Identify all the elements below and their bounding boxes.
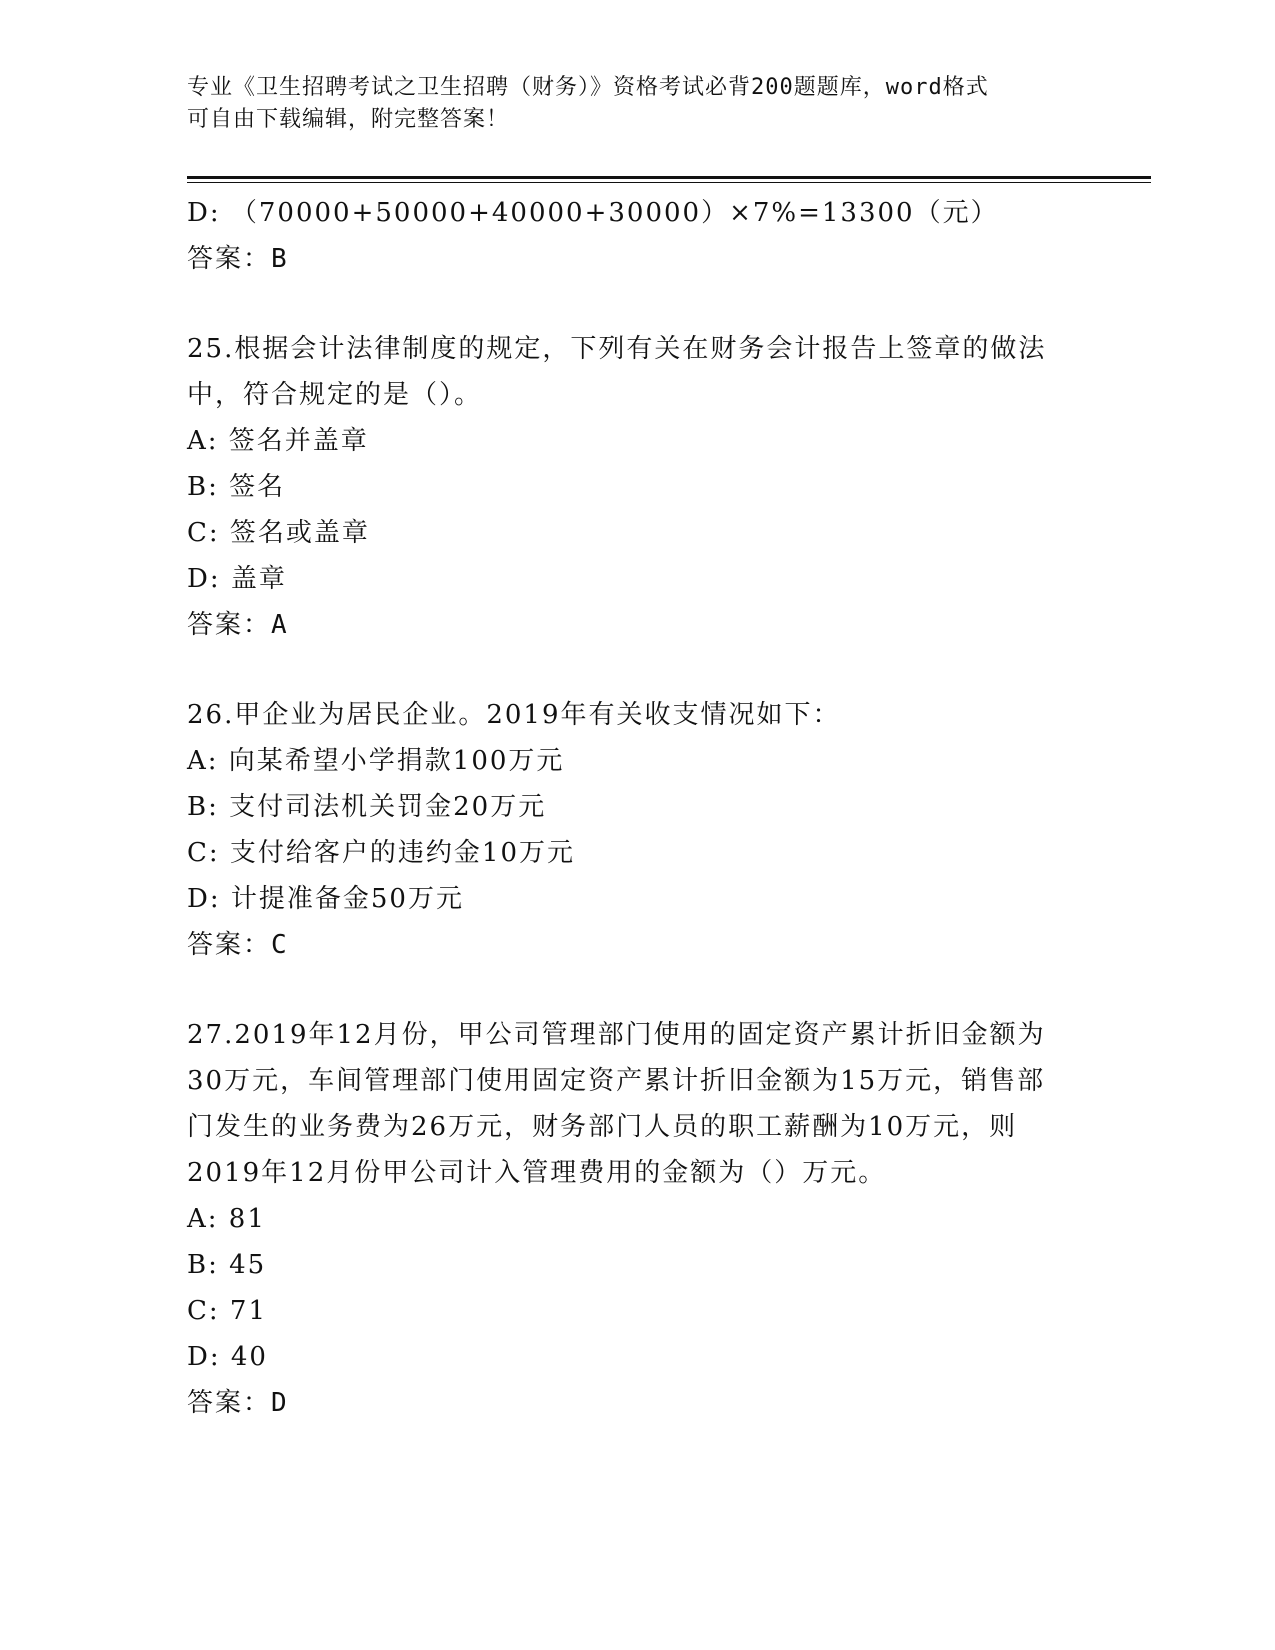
question-stem-line: 2019年12月份甲公司计入管理费用的金额为（）万元。: [187, 1158, 887, 1188]
question-stem-line: 26.甲企业为居民企业。2019年有关收支情况如下：: [187, 700, 841, 730]
question-stem-line: 中，符合规定的是（）。: [187, 380, 483, 410]
answer-line: 答案：D: [187, 1388, 289, 1418]
option-a: A: 81: [187, 1204, 266, 1234]
answer-line: 答案：A: [187, 610, 289, 640]
question-27: [187, 1012, 1087, 1426]
document-header: [187, 72, 1087, 136]
option-d: D: （70000+50000+40000+30000）×7%=13300（元）: [187, 198, 999, 228]
option-b: B: 支付司法机关罚金20万元: [187, 792, 547, 822]
previous-question-tail: [187, 190, 1087, 282]
option-d: D: 盖章: [187, 564, 287, 594]
question-26: [187, 692, 1087, 968]
option-b: B: 签名: [187, 472, 286, 502]
option-a: A: 签名并盖章: [187, 426, 369, 456]
option-d: D: 40: [187, 1342, 268, 1372]
answer-line: 答案：C: [187, 930, 289, 960]
answer-line: 答案：B: [187, 244, 289, 274]
question-stem-line: 25.根据会计法律制度的规定，下列有关在财务会计报告上签章的做法: [187, 334, 1047, 364]
header-divider-thick: [187, 176, 1151, 179]
question-25: [187, 326, 1087, 648]
document-body: [187, 190, 1087, 1426]
question-stem-line: 27.2019年12月份，甲公司管理部门使用的固定资产累计折旧金额为: [187, 1020, 1046, 1050]
option-c: C: 71: [187, 1296, 268, 1326]
header-title-line-2: 可自由下载编辑，附完整答案！: [187, 107, 510, 132]
option-c: C: 签名或盖章: [187, 518, 370, 548]
header-title-line-1: 专业《卫生招聘考试之卫生招聘（财务）》资格考试必背200题题库，word格式: [187, 75, 989, 100]
question-stem-line: 30万元，车间管理部门使用固定资产累计折旧金额为15万元，销售部: [187, 1066, 1046, 1096]
option-b: B: 45: [187, 1250, 267, 1280]
option-c: C: 支付给客户的违约金10万元: [187, 838, 576, 868]
header-divider-thin: [187, 182, 1151, 183]
question-stem-line: 门发生的业务费为26万元，财务部门人员的职工薪酬为10万元，则: [187, 1112, 1018, 1142]
option-d: D: 计提准备金50万元: [187, 884, 464, 914]
option-a: A: 向某希望小学捐款100万元: [187, 746, 565, 776]
